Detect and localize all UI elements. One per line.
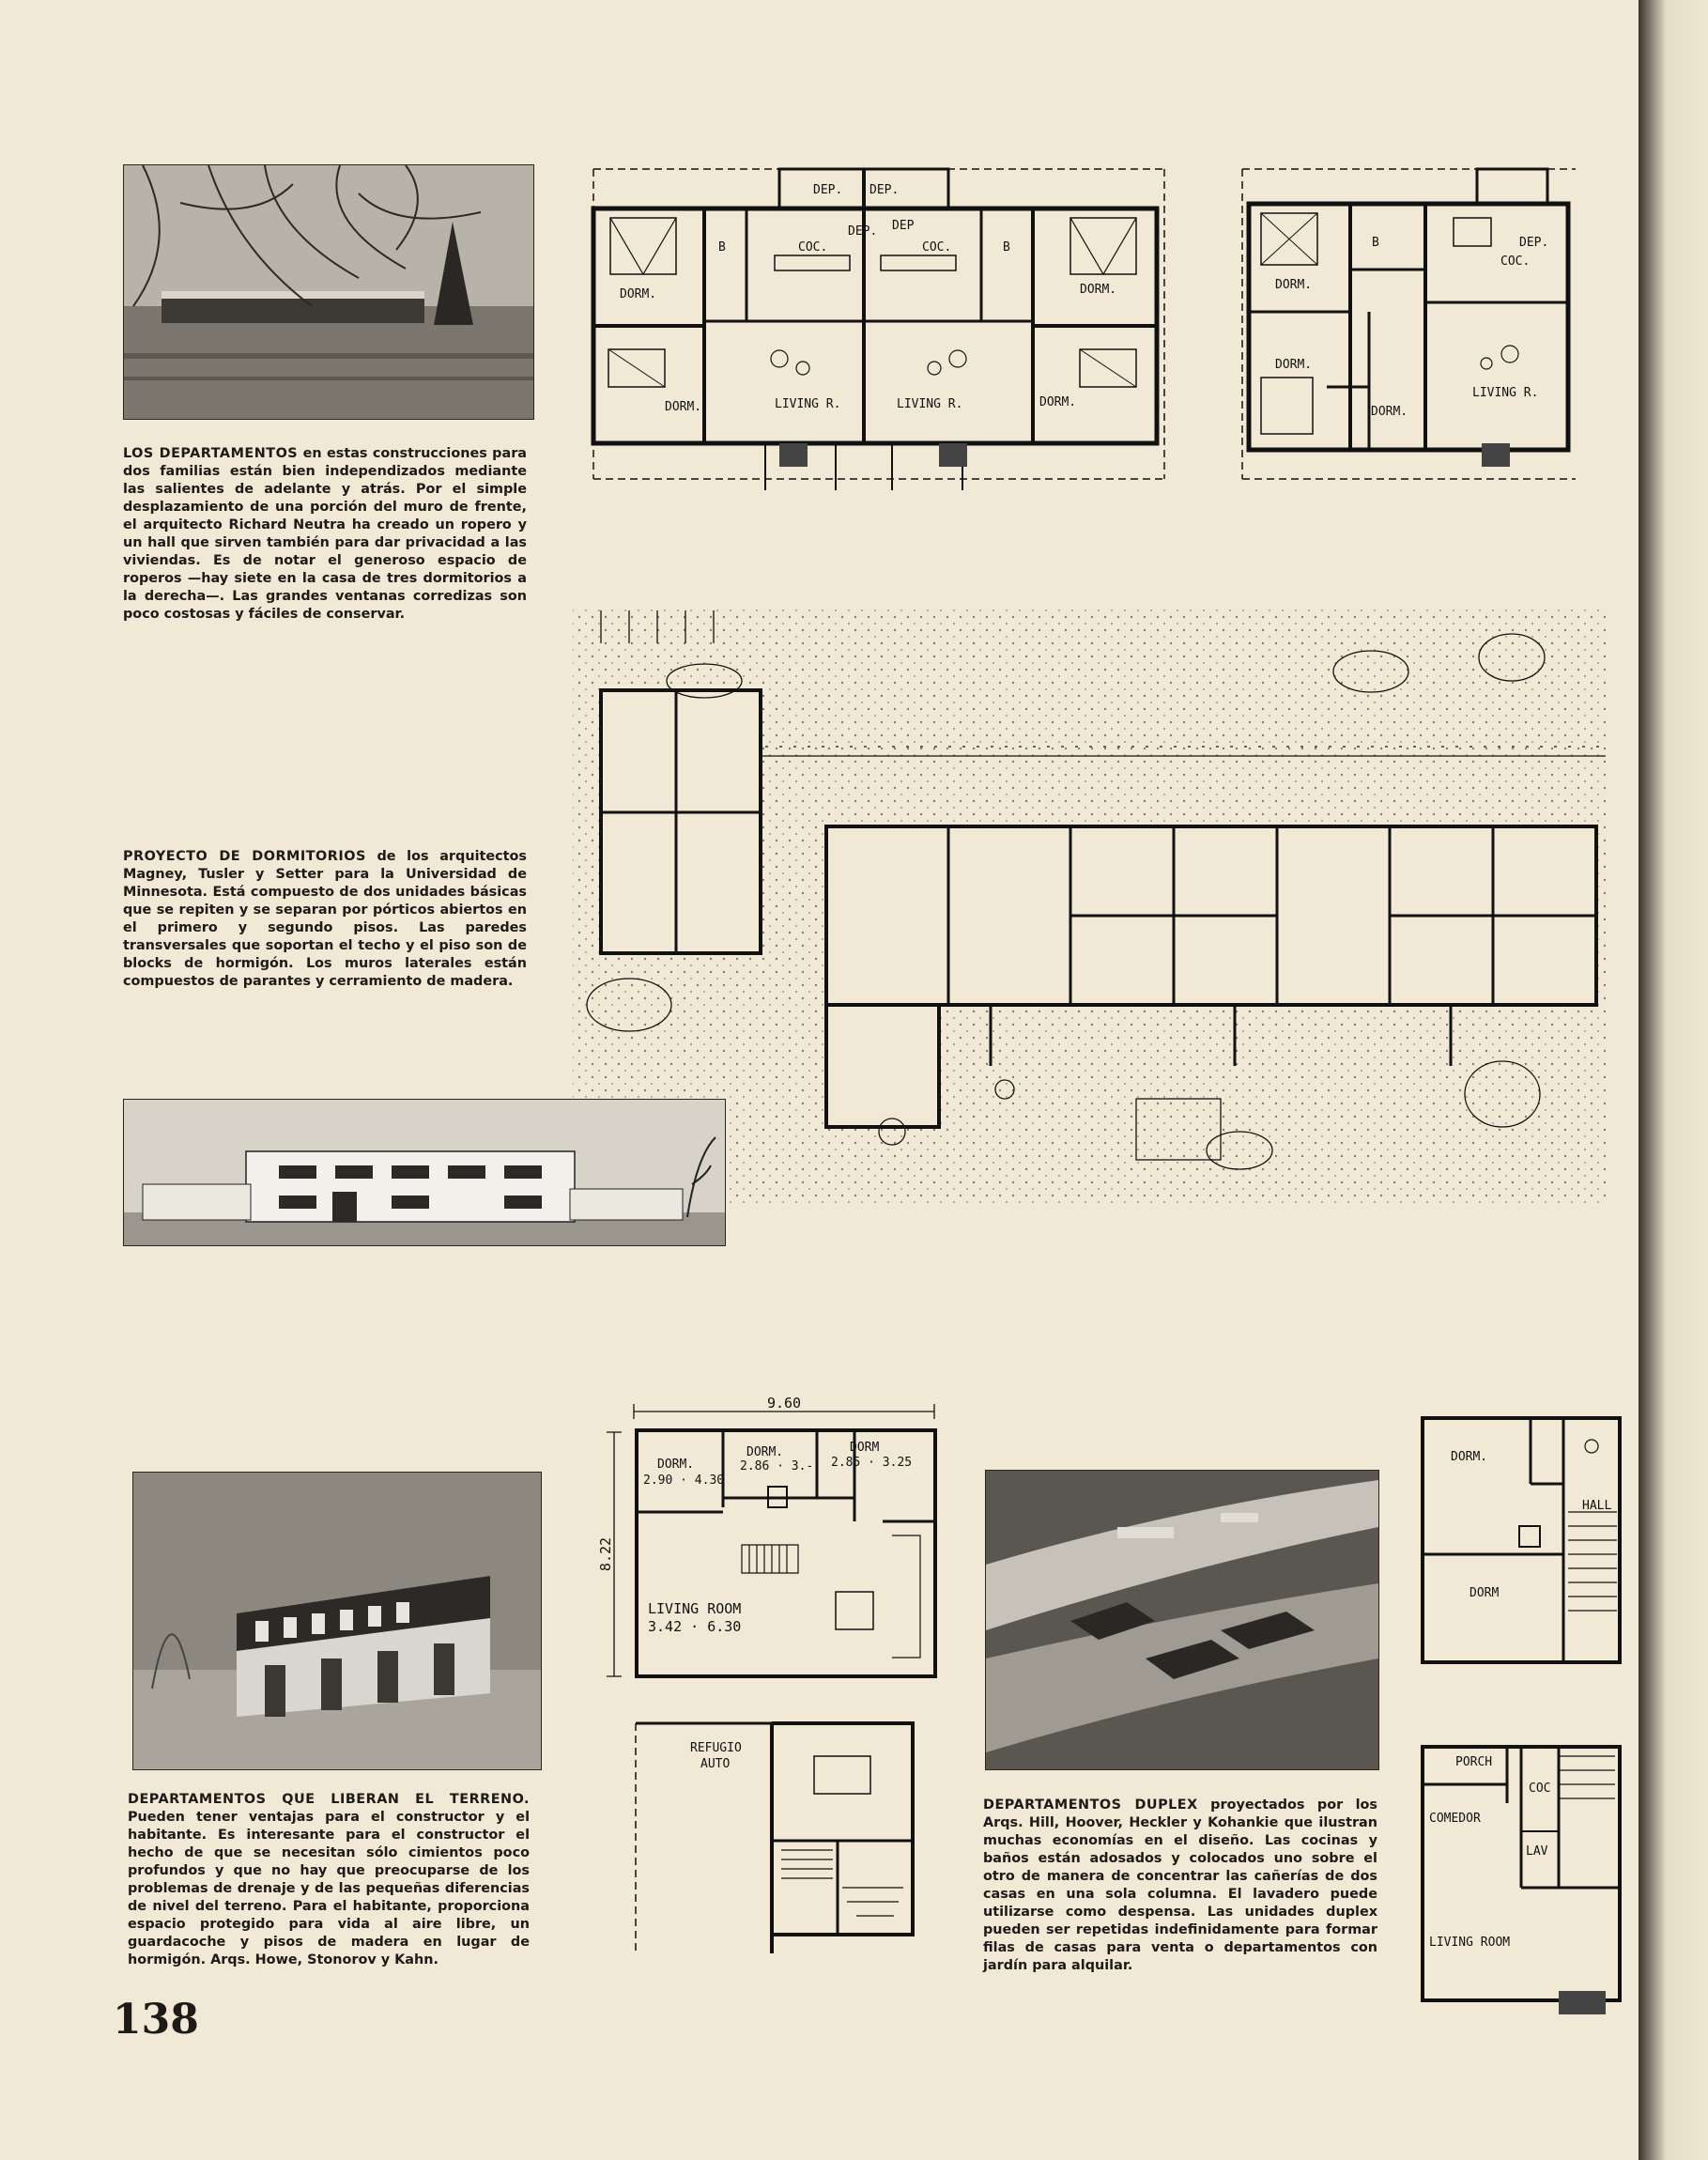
label-dorm-a: DORM. [657,1458,695,1472]
label-dorm-b-size: 2.86 · 3.- [740,1459,814,1473]
plan-howe-upper-floor [597,1395,958,1705]
caption-duplex-body: proyectados por los Arqs. Hill, Hoover, Heckler y Kohankie que ilustran muchas economías en el diseño. Las cocinas y baños están adosados y colocados uno sobre el otro de manera de concentrar las cañerías de dos casas en una sola columna. El lavadero puede utilizarse como despensa. Las unidades duplex pueden ser repetidas indefinidamente para formar filas de casas para venta o departamentos con jardín para alquilar. [983,1797,1377,1973]
label-dorm-b: DORM. [746,1445,784,1459]
label-dep-three: DEP. [1519,236,1549,250]
photo-elevated-building [132,1472,542,1770]
label-living-room-howe-size: 3.42 · 6.30 [648,1618,742,1635]
page-number: 138 [113,1996,199,2044]
label-dorm-bottom-left: DORM. [665,400,702,414]
label-living-room-duplex: LIVING ROOM [1429,1936,1511,1950]
label-dorm-c: DORM [850,1441,880,1455]
label-lav: LAV [1526,1844,1548,1859]
label-dep-left: DEP. [813,183,843,197]
label-dorm-c-size: 2.85 · 3.25 [831,1456,913,1470]
label-comedor: COMEDOR [1429,1812,1481,1826]
dim-depth: 8.22 [597,1536,614,1572]
label-auto: AUTO [700,1757,731,1771]
label-dorm-three-2: DORM. [1275,358,1313,372]
label-coc-right: COC. [922,240,952,255]
plan-neutra-three-bedroom [1238,162,1587,500]
label-b-left: B [718,240,726,255]
dim-width: 9.60 [766,1395,802,1412]
plan-duplex-upper-floor [1418,1409,1624,1672]
plan-duplex-ground-floor [1418,1737,1624,2019]
label-coc-three: COC. [1500,255,1531,269]
caption-terreno [128,1791,530,1969]
label-living-room-howe: LIVING ROOM [648,1600,742,1617]
label-duplex-dorm-2: DORM [1469,1586,1500,1600]
label-duplex-hall: HALL [1582,1499,1612,1513]
caption-neutra-body: en estas construcciones para dos familias están bien independizados mediante las salientes de adelante y atrás. Por el simple desplazamiento de una porción del muro de frente, el arquitecto Richard Neutra ha creado un ropero y un hall que sirven también para dar privacidad a las viviendas. Es de notar el generoso espacio de roperos —hay siete en la casa de tres dormitorios a la derecha—. Las grandes ventanas corredizas son poco costosas y fáciles de conservar. [123,446,528,622]
label-b-three: B [1372,236,1379,250]
photo-duplex-model [985,1470,1379,1770]
caption-duplex-lead: DEPARTAMENTOS DUPLEX [983,1797,1198,1813]
label-dorm-top-left: DORM. [620,287,657,301]
caption-dormitorios [123,848,527,991]
photo-dormitory-elevation [123,1099,726,1246]
label-dorm-bottom-right: DORM. [1039,395,1077,409]
label-coc-duplex: COC [1529,1782,1551,1796]
label-dorm-top-right: DORM. [1080,283,1117,297]
caption-dormitorios-lead: PROYECTO DE DORMITORIOS [123,849,366,864]
label-living-three: LIVING R. [1472,386,1539,400]
label-living-right: LIVING R. [897,397,963,411]
plan-neutra-two-family [582,162,1179,500]
caption-dormitorios-body: de los arquitectos Magney, Tusler y Setter para la Universidad de Minnesota. Está compuesto de dos unidades básicas que se repiten y se separan por pórticos abiertos en el primero y segundo pisos. Las paredes transversales que soportan el techo y el piso son de blocks de hormigón. Los muros laterales están compuestos de parantes y cerramiento de madera. [123,849,527,989]
caption-duplex [983,1797,1377,1975]
label-coc-left: COC. [798,240,828,255]
book-binding-edge [1639,0,1708,2160]
label-duplex-dorm-1: DORM. [1451,1450,1488,1464]
label-dep-inner-right: DEP [892,219,915,233]
caption-neutra-lead: LOS DEPARTAMENTOS [123,446,299,461]
photo-neutra-houses [123,164,534,420]
caption-terreno-body: Pueden tener ventajas para el constructor y el habitante. Es interesante para el constructor el hecho de que se necesitan sólo cimientos poco profundos y que no hay que preocuparse de los problemas de drenaje y de las pequeñas diferencias de nivel del terreno. Para el habitante, proporciona espacio protegido para vida al aire libre, un guardacoche y pisos de madera en lugar de hormigón. Arqs. Howe, Stonorov y Kahn. [128,1810,530,1967]
caption-terreno-lead: DEPARTAMENTOS QUE LIBERAN EL TERRENO. [128,1792,530,1807]
label-dorm-three-1: DORM. [1275,278,1313,292]
label-porch: PORCH [1455,1755,1493,1769]
label-dep-right: DEP. [869,183,900,197]
label-dep-inner-left: DEP. [848,224,878,239]
plan-howe-ground-floor [631,1719,941,1963]
label-b-right: B [1003,240,1010,255]
label-living-left: LIVING R. [775,397,841,411]
label-dorm-three-3: DORM. [1371,405,1408,419]
label-dorm-a-size: 2.90 · 4.30 [643,1473,725,1488]
label-refugio: REFUGIO [690,1741,742,1755]
caption-neutra [123,445,527,624]
